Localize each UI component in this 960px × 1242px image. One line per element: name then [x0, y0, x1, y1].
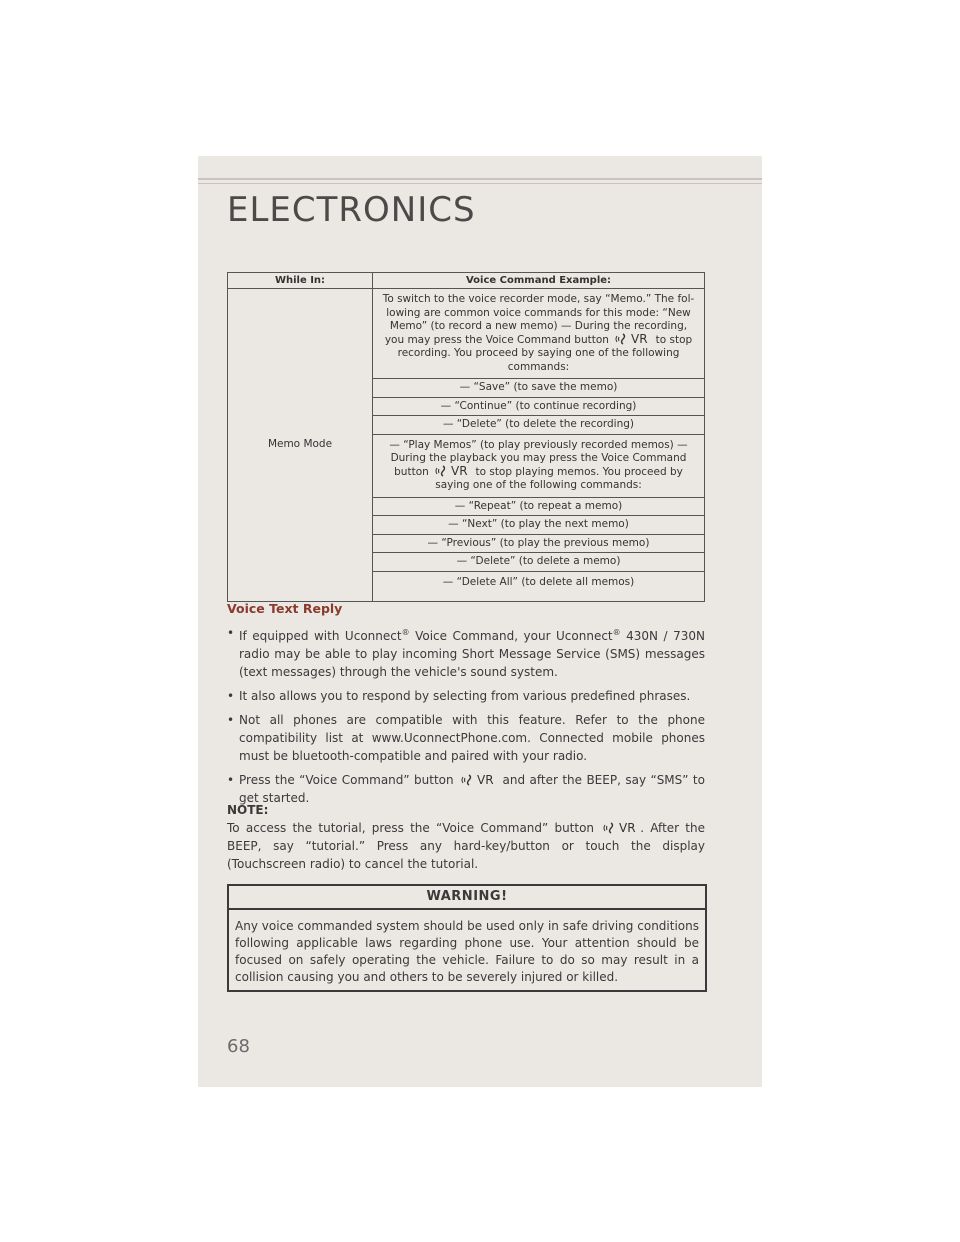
- svg-text:VR: VR: [451, 463, 468, 478]
- table-row: — “Play Memos” (to play previously recorded memos) — During the playback you may press the Voice Command button VR to stop playing memos. You proceed by saying one of the following commands:: [373, 434, 705, 497]
- voice-command-icon: [460, 772, 496, 787]
- warning-text: Any voice commanded system should be used only in safe driving conditions following applicable laws regarding phone use. Your attention should be focused on safely operating the vehicle. Failure to do so may result in a collision causing you and others to be severely injured or killed.: [235, 919, 699, 984]
- note-text: To access the tutorial, press the “Voice Command” button VR . After the BEEP, say “tutorial.” Press any hard-key/button or touch the display (Touchscreen radio) to cancel the tutorial.: [227, 820, 705, 871]
- voice-text-reply-list: [227, 624, 705, 813]
- table-row: — “Continue” (to continue recording): [373, 397, 705, 416]
- section-title: ELECTRONICS: [227, 190, 476, 230]
- table-row: — “Save” (to save the memo): [373, 379, 705, 398]
- list-item: • Not all phones are compatible with this feature. Refer to the phone compatibility list at www.UconnectPhone.com. Connected mobile phones must be bluetooth-compatible and paired with your radio.: [227, 711, 705, 765]
- mode-cell: Memo Mode: [228, 289, 373, 602]
- header-rule: [198, 178, 762, 180]
- voice-command-icon: [614, 331, 650, 346]
- table-row: — “Previous” (to play the previous memo): [373, 534, 705, 553]
- voice-text-reply-heading: Voice Text Reply: [227, 601, 343, 616]
- table-row: — “Repeat” (to repeat a memo): [373, 497, 705, 516]
- table-row: — “Delete” (to delete the recording): [373, 416, 705, 435]
- manual-page: [198, 156, 762, 1087]
- warning-title: WARNING!: [229, 886, 705, 910]
- voice-command-table: [227, 272, 705, 602]
- warning-box: [227, 884, 707, 992]
- svg-text:VR: VR: [619, 820, 636, 835]
- table-row: — “Delete” (to delete a memo): [373, 553, 705, 572]
- svg-text:VR: VR: [477, 772, 494, 787]
- voice-command-icon: [602, 820, 638, 835]
- col-header-example: Voice Command Example:: [373, 273, 705, 289]
- table-row: — “Next” (to play the next memo): [373, 516, 705, 535]
- svg-text:VR: VR: [631, 331, 648, 346]
- list-item: • It also allows you to respond by selecting from various predefined phrases.: [227, 687, 705, 705]
- page-number: 68: [227, 1036, 250, 1057]
- col-header-while-in: While In:: [228, 273, 373, 289]
- list-item: • Press the “Voice Command” button VR and after the BEEP, say “SMS” to get started.: [227, 771, 705, 807]
- note-label: NOTE:: [227, 803, 269, 817]
- list-item: • If equipped with Uconnect® Voice Command, your Uconnect® 430N / 730N radio may be able to play incoming Short Message Service (SMS) messages (text messages) through the vehicle's sound system.: [227, 624, 705, 681]
- header-rule-thin: [198, 183, 762, 184]
- note-block: [227, 801, 705, 873]
- voice-command-icon: [434, 463, 470, 478]
- table-row: — “Delete All” (to delete all memos): [373, 571, 705, 602]
- table-row: To switch to the voice recorder mode, say “Memo.” The fol- lowing are common voice commands for this mode: “New Memo” (to record a new memo) — During the recording, you may press the Voice Command button VR to stop recording. You proceed by saying one of the following commands:: [373, 289, 705, 379]
